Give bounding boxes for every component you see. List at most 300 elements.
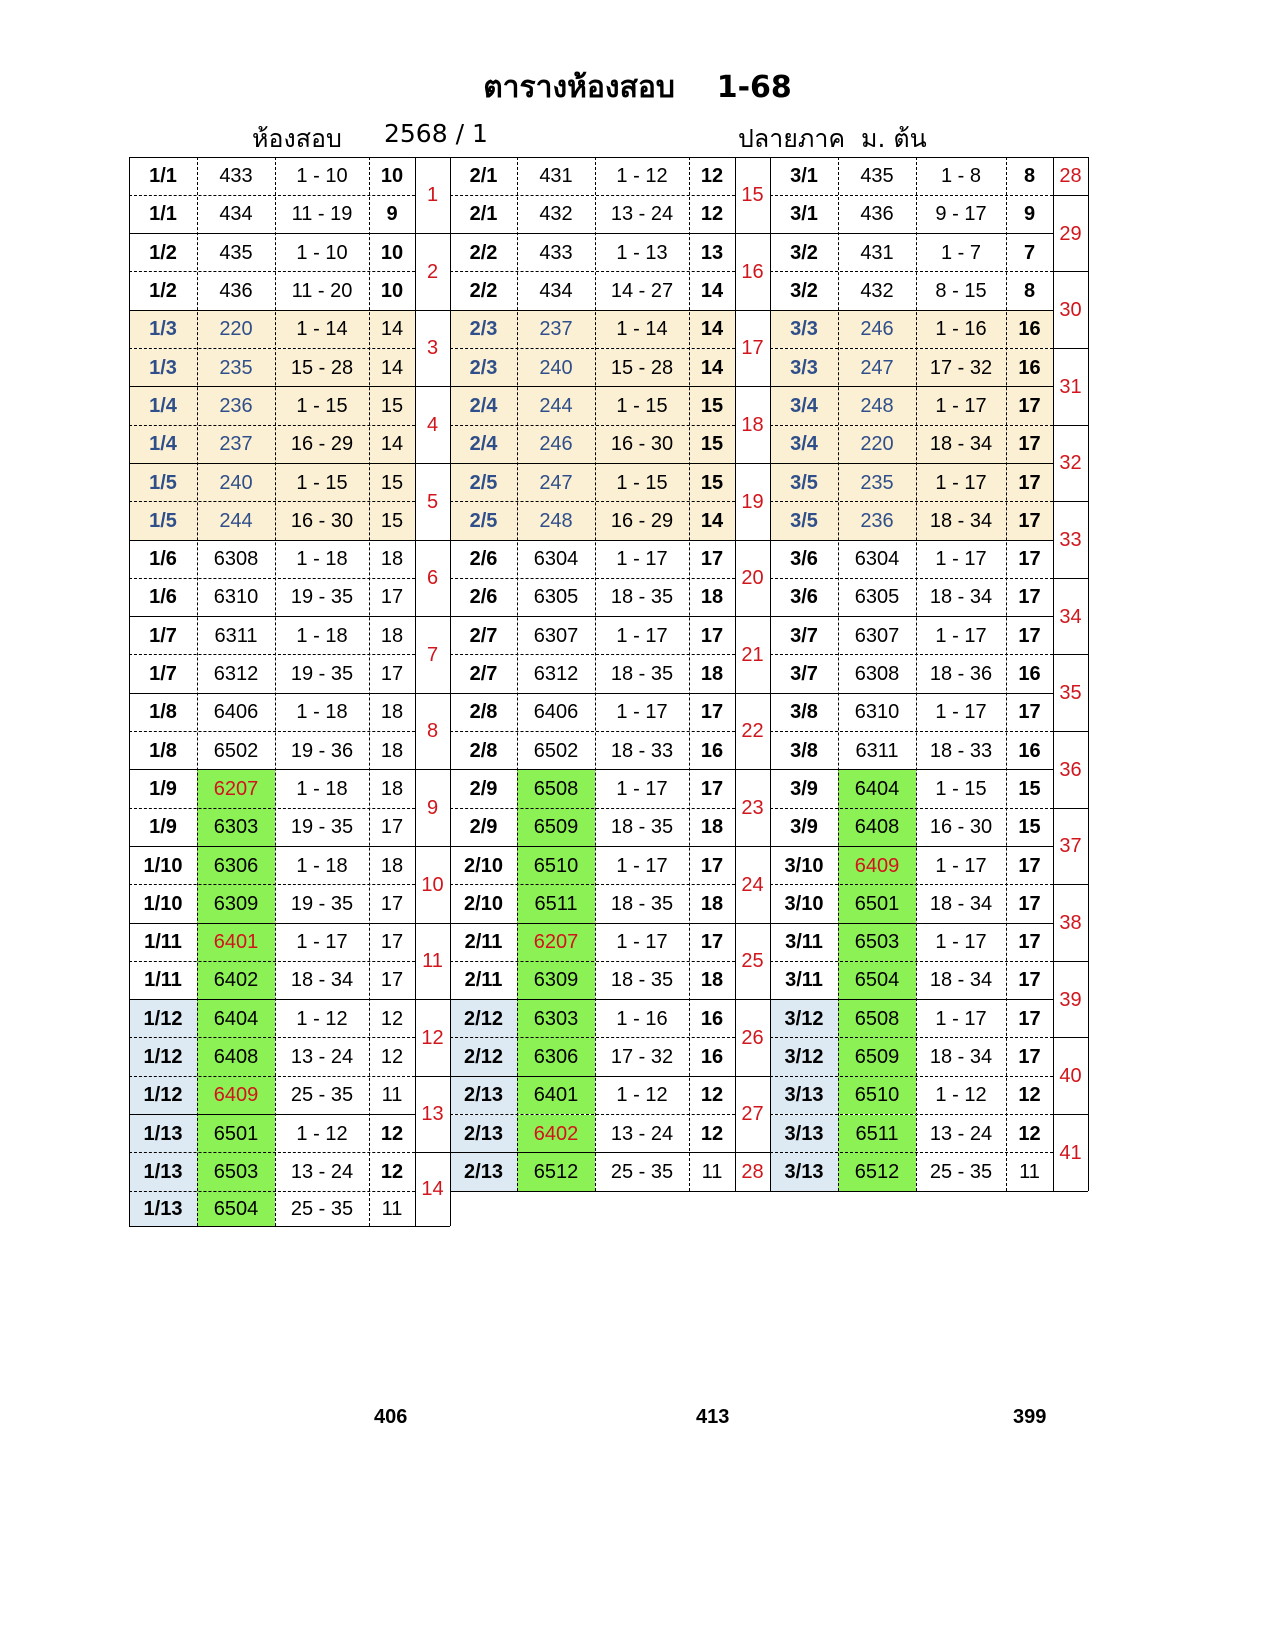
count-cell: 17 xyxy=(1018,624,1041,647)
room-cell: 6409 xyxy=(213,1084,259,1107)
class-cell: 3/7 xyxy=(790,663,818,686)
room-cell: 432 xyxy=(860,280,894,303)
range-cell: 13 - 24 xyxy=(290,1160,354,1183)
range-cell: 1 - 17 xyxy=(935,854,987,877)
class-cell: 1/4 xyxy=(149,394,177,417)
room-cell: 6504 xyxy=(213,1197,259,1220)
room-cell: 6406 xyxy=(533,701,579,724)
range-cell: 1 - 15 xyxy=(296,394,348,417)
count-cell: 17 xyxy=(1018,701,1041,724)
grid-line xyxy=(1088,157,1089,1191)
class-cell: 3/10 xyxy=(784,892,824,915)
range-cell: 1 - 17 xyxy=(935,548,987,571)
range-cell: 18 - 35 xyxy=(610,969,674,992)
class-cell: 3/5 xyxy=(790,509,818,532)
class-cell: 1/8 xyxy=(149,701,177,724)
count-cell: 14 xyxy=(380,433,404,456)
range-cell: 1 - 12 xyxy=(296,1007,348,1030)
grid-line xyxy=(129,846,415,847)
group-number: 23 xyxy=(741,797,764,820)
range-cell: 16 - 29 xyxy=(290,433,354,456)
grid-line xyxy=(415,1226,450,1227)
group-number: 19 xyxy=(741,490,764,513)
class-cell: 3/4 xyxy=(790,394,818,417)
grid-line xyxy=(770,884,1053,885)
class-cell: 2/4 xyxy=(469,433,498,456)
room-cell: 6501 xyxy=(854,892,900,915)
grid-line xyxy=(450,233,735,234)
group-number: 28 xyxy=(741,1160,764,1183)
grid-line xyxy=(129,348,415,349)
count-cell: 17 xyxy=(1018,433,1041,456)
range-cell: 1 - 12 xyxy=(935,1084,987,1107)
count-cell: 14 xyxy=(700,318,724,341)
grid-line xyxy=(450,157,451,1191)
term-label: 2568 / 1 xyxy=(384,119,488,148)
range-cell: 18 - 34 xyxy=(929,969,993,992)
room-cell: 6409 xyxy=(854,854,900,877)
room-cell: 235 xyxy=(860,471,894,494)
range-cell: 1 - 17 xyxy=(616,777,668,800)
grid-line xyxy=(129,731,415,732)
range-cell: 1 - 17 xyxy=(935,931,987,954)
range-cell: 18 - 35 xyxy=(610,663,674,686)
grid-line xyxy=(770,233,1053,234)
class-cell: 3/13 xyxy=(784,1084,824,1107)
grid-line xyxy=(770,808,1053,809)
count-cell: 14 xyxy=(380,356,404,379)
room-cell: 6309 xyxy=(213,892,259,915)
count-cell: 17 xyxy=(1018,394,1041,417)
group-number: 37 xyxy=(1059,835,1082,858)
count-cell: 17 xyxy=(700,777,724,800)
room-cell: 435 xyxy=(860,165,894,188)
grid-line xyxy=(770,271,1053,272)
class-cell: 3/10 xyxy=(784,854,824,877)
room-cell: 433 xyxy=(219,165,253,188)
room-cell: 6309 xyxy=(533,969,579,992)
count-cell: 15 xyxy=(380,471,404,494)
class-cell: 2/9 xyxy=(469,777,498,800)
range-cell: 18 - 35 xyxy=(610,586,674,609)
grid-line xyxy=(450,1037,735,1038)
group-number: 29 xyxy=(1059,222,1082,245)
class-cell: 2/3 xyxy=(469,356,498,379)
grid-line xyxy=(450,846,735,847)
grid-line xyxy=(450,425,735,426)
count-cell: 18 xyxy=(380,548,404,571)
room-cell: 6509 xyxy=(854,1046,900,1069)
range-cell: 18 - 34 xyxy=(290,969,354,992)
class-cell: 3/2 xyxy=(790,280,818,303)
grid-line xyxy=(129,578,415,579)
room-cell: 6511 xyxy=(855,1122,899,1145)
group-number: 22 xyxy=(741,720,764,743)
range-cell: 1 - 8 xyxy=(940,165,982,188)
class-cell: 3/6 xyxy=(790,548,818,571)
room-cell: 6311 xyxy=(855,739,899,762)
count-cell: 10 xyxy=(380,165,404,188)
room-cell: 244 xyxy=(219,509,253,532)
grid-line xyxy=(770,195,1053,196)
count-cell: 17 xyxy=(380,663,404,686)
range-cell: 17 - 32 xyxy=(929,356,993,379)
room-cell: 246 xyxy=(539,433,573,456)
grid-line xyxy=(197,157,198,1226)
class-cell: 2/13 xyxy=(464,1122,503,1145)
count-cell: 9 xyxy=(386,203,398,226)
room-cell: 6502 xyxy=(213,739,259,762)
group-number: 34 xyxy=(1059,605,1082,628)
count-cell: 18 xyxy=(700,892,724,915)
grid-line xyxy=(770,616,1053,617)
class-cell: 1/11 xyxy=(144,931,182,954)
class-cell: 2/7 xyxy=(469,663,498,686)
count-cell: 17 xyxy=(1018,1007,1041,1030)
range-cell: 1 - 10 xyxy=(296,165,348,188)
room-cell: 236 xyxy=(860,509,894,532)
class-cell: 2/10 xyxy=(464,892,503,915)
range-cell: 25 - 35 xyxy=(290,1197,354,1220)
class-cell: 1/12 xyxy=(143,1007,183,1030)
title-text: ตารางห้องสอบ xyxy=(483,70,675,105)
room-cell: 6306 xyxy=(533,1046,579,1069)
count-cell: 17 xyxy=(380,892,404,915)
grid-line xyxy=(129,808,415,809)
room-cell: 6408 xyxy=(213,1046,259,1069)
class-cell: 3/5 xyxy=(790,471,818,494)
grid-line xyxy=(129,501,415,502)
group-number: 11 xyxy=(422,950,443,973)
grid-line xyxy=(450,693,735,694)
group-number: 20 xyxy=(741,567,764,590)
class-cell: 2/11 xyxy=(464,969,503,992)
count-cell: 7 xyxy=(1023,241,1036,264)
grid-line xyxy=(770,157,771,1191)
class-cell: 2/5 xyxy=(469,509,498,532)
room-cell: 235 xyxy=(219,356,253,379)
range-cell: 1 - 17 xyxy=(616,624,668,647)
grid-line xyxy=(369,157,370,1226)
count-cell: 16 xyxy=(700,1046,724,1069)
grid-line xyxy=(735,157,736,1191)
room-cell: 431 xyxy=(860,241,894,264)
room-cell: 6503 xyxy=(854,931,900,954)
group-number: 36 xyxy=(1059,758,1082,781)
grid-line xyxy=(129,769,415,770)
room-cell: 6207 xyxy=(213,777,259,800)
room-cell: 434 xyxy=(219,203,253,226)
grid-line xyxy=(129,961,415,962)
count-cell: 17 xyxy=(380,586,404,609)
grid-line xyxy=(450,1152,735,1153)
count-cell: 16 xyxy=(1018,663,1041,686)
grid-line xyxy=(129,1152,415,1153)
count-cell: 17 xyxy=(380,969,404,992)
class-cell: 2/13 xyxy=(464,1160,503,1183)
count-cell: 14 xyxy=(700,280,724,303)
class-cell: 3/12 xyxy=(784,1046,824,1069)
room-cell: 236 xyxy=(219,394,253,417)
room-cell: 6404 xyxy=(854,777,900,800)
room-cell: 240 xyxy=(539,356,573,379)
grid-line xyxy=(129,1114,415,1115)
range-cell: 25 - 35 xyxy=(929,1160,993,1183)
count-cell: 10 xyxy=(380,241,404,264)
room-cell: 220 xyxy=(219,318,253,341)
range-cell: 13 - 24 xyxy=(290,1046,354,1069)
room-cell: 436 xyxy=(860,203,894,226)
count-cell: 12 xyxy=(700,203,724,226)
count-cell: 14 xyxy=(700,356,724,379)
count-cell: 12 xyxy=(1018,1122,1041,1145)
group-number: 9 xyxy=(426,797,439,820)
room-cell: 6310 xyxy=(854,701,900,724)
count-cell: 11 xyxy=(381,1197,403,1220)
count-cell: 17 xyxy=(1018,509,1041,532)
count-cell: 17 xyxy=(1018,931,1041,954)
group-number: 32 xyxy=(1059,452,1082,475)
range-cell: 1 - 15 xyxy=(616,471,668,494)
class-cell: 1/8 xyxy=(149,739,177,762)
grid-line xyxy=(129,195,415,196)
range-cell: 18 - 34 xyxy=(929,892,993,915)
grid-line xyxy=(770,923,1053,924)
group-number: 10 xyxy=(421,873,444,896)
count-cell: 8 xyxy=(1023,280,1036,303)
grid-line xyxy=(129,693,415,694)
group-number: 16 xyxy=(741,260,764,283)
grid-line xyxy=(129,157,130,1226)
class-cell: 2/5 xyxy=(469,471,498,494)
class-cell: 3/1 xyxy=(790,165,818,188)
class-cell: 1/10 xyxy=(143,892,183,915)
grid-line xyxy=(770,1191,1053,1192)
room-cell: 6312 xyxy=(213,663,259,686)
range-cell: 1 - 14 xyxy=(616,318,668,341)
range-cell: 18 - 34 xyxy=(929,433,993,456)
class-cell: 1/7 xyxy=(149,624,177,647)
room-label: ห้องสอบ xyxy=(252,124,342,153)
grid-line xyxy=(129,425,415,426)
total-block-2: 413 xyxy=(696,1406,730,1428)
total-block-3: 399 xyxy=(1013,1406,1047,1428)
count-cell: 15 xyxy=(380,509,404,532)
range-cell: 1 - 14 xyxy=(296,318,348,341)
class-cell: 1/12 xyxy=(143,1084,183,1107)
range-cell: 1 - 18 xyxy=(296,701,348,724)
range-cell: 1 - 15 xyxy=(296,471,348,494)
range-cell: 1 - 18 xyxy=(296,777,348,800)
grid-line xyxy=(770,1152,1053,1153)
class-cell: 1/5 xyxy=(149,471,177,494)
class-cell: 1/6 xyxy=(149,586,177,609)
class-cell: 1/10 xyxy=(143,854,183,877)
range-cell: 13 - 24 xyxy=(610,203,674,226)
grid-line xyxy=(129,310,415,311)
room-cell: 6305 xyxy=(854,586,900,609)
range-cell: 19 - 36 xyxy=(290,739,354,762)
count-cell: 17 xyxy=(1018,969,1041,992)
range-cell: 19 - 35 xyxy=(290,892,354,915)
count-cell: 12 xyxy=(700,1122,724,1145)
grid-line xyxy=(770,654,1053,655)
grid-line xyxy=(735,1191,770,1192)
count-cell: 12 xyxy=(700,165,724,188)
range-cell: 18 - 33 xyxy=(929,739,993,762)
grid-line xyxy=(450,310,735,311)
range-cell: 18 - 35 xyxy=(610,892,674,915)
range-cell: 17 - 32 xyxy=(610,1046,674,1069)
class-cell: 2/7 xyxy=(469,624,498,647)
range-cell: 16 - 30 xyxy=(610,433,674,456)
range-cell: 18 - 34 xyxy=(929,1046,993,1069)
class-cell: 3/9 xyxy=(790,777,818,800)
range-cell: 15 - 28 xyxy=(610,356,674,379)
grid-line xyxy=(450,999,735,1000)
range-cell: 8 - 15 xyxy=(935,280,987,303)
room-cell: 248 xyxy=(860,394,894,417)
count-cell: 17 xyxy=(700,624,724,647)
range-cell: 1 - 18 xyxy=(296,624,348,647)
count-cell: 17 xyxy=(1018,892,1041,915)
group-number: 24 xyxy=(741,873,764,896)
class-cell: 3/11 xyxy=(785,931,823,954)
count-cell: 12 xyxy=(380,1160,404,1183)
group-number: 13 xyxy=(421,1103,444,1126)
room-cell: 237 xyxy=(219,433,253,456)
group-number: 8 xyxy=(426,720,439,743)
group-number: 4 xyxy=(426,414,439,437)
count-cell: 18 xyxy=(700,586,724,609)
class-cell: 2/9 xyxy=(469,816,498,839)
class-cell: 1/1 xyxy=(149,203,177,226)
room-cell: 6304 xyxy=(854,548,900,571)
class-cell: 3/9 xyxy=(790,816,818,839)
grid-line xyxy=(770,1114,1053,1115)
room-cell: 434 xyxy=(539,280,573,303)
count-cell: 17 xyxy=(1018,548,1041,571)
group-number: 2 xyxy=(426,260,439,283)
count-cell: 17 xyxy=(700,548,724,571)
count-cell: 17 xyxy=(380,816,404,839)
group-number: 18 xyxy=(741,414,764,437)
count-cell: 11 xyxy=(701,1160,723,1183)
group-number: 17 xyxy=(741,337,764,360)
grid-line xyxy=(770,578,1053,579)
count-cell: 14 xyxy=(700,509,724,532)
count-cell: 15 xyxy=(700,394,724,417)
range-cell: 13 - 24 xyxy=(610,1122,674,1145)
grid-line xyxy=(450,157,770,158)
range-cell: 11 - 19 xyxy=(291,203,353,226)
room-cell: 6402 xyxy=(533,1122,579,1145)
range-cell: 18 - 33 xyxy=(610,739,674,762)
grid-line xyxy=(129,386,415,387)
title-code: 1-68 xyxy=(716,70,792,105)
class-cell: 1/5 xyxy=(149,509,177,532)
range-cell: 1 - 17 xyxy=(935,701,987,724)
range-cell: 1 - 15 xyxy=(935,777,987,800)
group-number: 35 xyxy=(1059,682,1082,705)
range-cell: 1 - 17 xyxy=(935,394,987,417)
grid-line xyxy=(129,271,415,272)
room-cell: 6511 xyxy=(534,892,578,915)
room-cell: 240 xyxy=(219,471,253,494)
class-cell: 2/12 xyxy=(464,1007,503,1030)
range-cell: 16 - 29 xyxy=(610,509,674,532)
class-cell: 2/6 xyxy=(469,548,498,571)
count-cell: 18 xyxy=(380,739,404,762)
group-number: 14 xyxy=(421,1178,444,1201)
count-cell: 18 xyxy=(380,701,404,724)
room-cell: 6508 xyxy=(854,1007,900,1030)
room-cell: 6310 xyxy=(213,586,259,609)
grid-line xyxy=(517,157,518,1191)
class-cell: 1/9 xyxy=(149,816,177,839)
count-cell: 17 xyxy=(380,931,404,954)
room-cell: 436 xyxy=(219,280,253,303)
grid-line xyxy=(450,386,735,387)
range-cell: 1 - 17 xyxy=(616,931,668,954)
room-cell: 237 xyxy=(539,318,573,341)
range-cell: 1 - 12 xyxy=(296,1122,348,1145)
room-cell: 244 xyxy=(539,394,573,417)
class-cell: 3/11 xyxy=(785,969,823,992)
class-cell: 2/8 xyxy=(469,701,498,724)
group-number: 26 xyxy=(741,1026,764,1049)
group-number: 30 xyxy=(1059,299,1082,322)
room-cell: 6509 xyxy=(533,816,579,839)
class-cell: 1/9 xyxy=(149,777,177,800)
group-number: 6 xyxy=(426,567,439,590)
room-cell: 6504 xyxy=(854,969,900,992)
group-number: 3 xyxy=(426,337,439,360)
grid-line xyxy=(450,463,735,464)
room-cell: 6512 xyxy=(533,1160,579,1183)
grid-line xyxy=(770,1076,1053,1077)
range-cell: 11 - 20 xyxy=(291,280,353,303)
room-cell: 6406 xyxy=(213,701,259,724)
grid-line xyxy=(916,157,917,1191)
range-cell: 1 - 15 xyxy=(616,394,668,417)
room-cell: 435 xyxy=(219,241,253,264)
count-cell: 15 xyxy=(700,471,724,494)
grid-line xyxy=(770,540,1053,541)
class-cell: 1/3 xyxy=(149,318,177,341)
grid-line xyxy=(770,693,1053,694)
class-cell: 1/3 xyxy=(149,356,177,379)
range-cell: 13 - 24 xyxy=(929,1122,993,1145)
grid-line xyxy=(450,195,735,196)
class-cell: 3/1 xyxy=(790,203,818,226)
room-cell: 246 xyxy=(860,318,894,341)
grid-line xyxy=(450,923,735,924)
grid-line xyxy=(450,884,735,885)
grid-line xyxy=(770,769,1053,770)
group-number: 5 xyxy=(426,490,439,513)
grid-line xyxy=(770,999,1053,1000)
grid-line xyxy=(450,501,735,502)
room-cell: 431 xyxy=(539,165,573,188)
count-cell: 17 xyxy=(700,931,724,954)
grid-line xyxy=(129,157,450,158)
grid-line xyxy=(129,616,415,617)
class-cell: 1/11 xyxy=(144,969,182,992)
range-cell: 1 - 12 xyxy=(616,165,668,188)
range-cell: 1 - 16 xyxy=(616,1007,668,1030)
class-cell: 3/13 xyxy=(784,1160,824,1183)
